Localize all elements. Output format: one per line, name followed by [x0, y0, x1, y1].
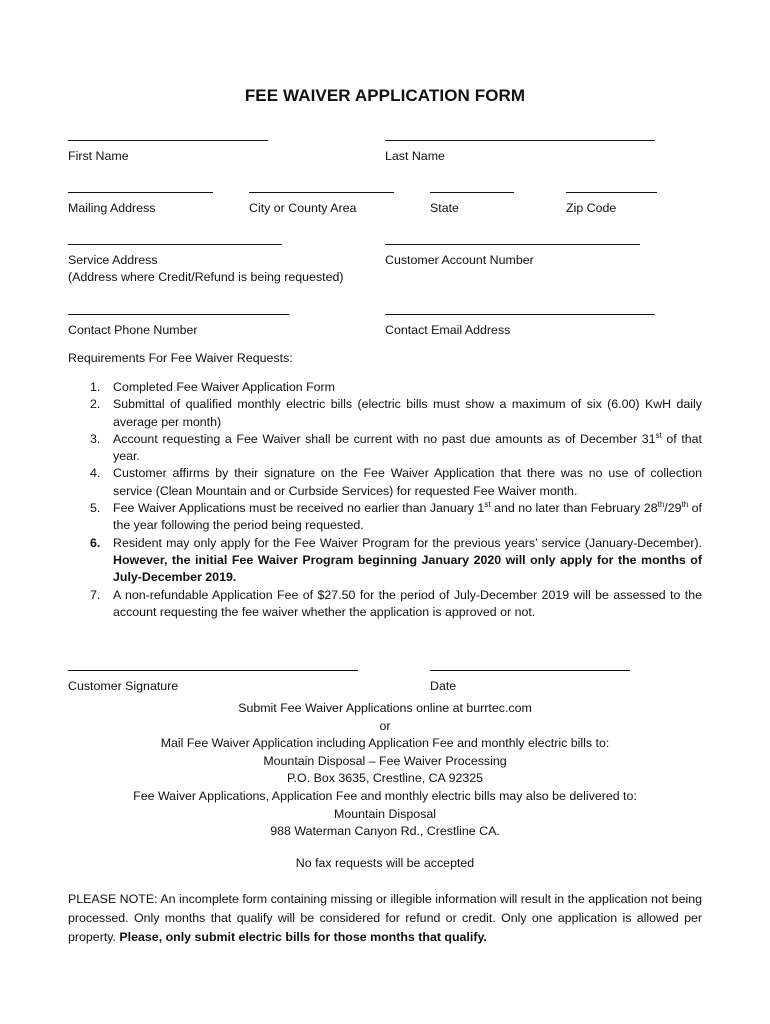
account-number-label: Customer Account Number — [385, 253, 534, 267]
phone-label: Contact Phone Number — [68, 323, 198, 337]
superscript: st — [484, 499, 491, 509]
item-text: Completed Fee Waiver Application Form — [113, 380, 335, 394]
service-address-label: Service Address — [68, 253, 158, 267]
item-text: Fee Waiver Applications must be received no earlier than January 1 — [113, 501, 485, 516]
item-text: of that year. — [113, 431, 702, 464]
last-name-field[interactable] — [385, 140, 655, 165]
phone-field[interactable] — [68, 314, 289, 339]
account-number-field[interactable] — [385, 244, 640, 269]
date-line — [430, 670, 630, 671]
item-text: Resident may only apply for the Fee Waiver Program for the previous years’ service (January-December). — [113, 535, 702, 550]
mailing-address-field[interactable] — [68, 192, 213, 217]
zip-line — [566, 192, 657, 193]
no-fax-notice: No fax requests will be accepted — [295, 856, 475, 870]
item-bold-text: However, the initial Fee Waiver Program beginning January 2020 will only apply for the months of July-December 2019. — [113, 552, 702, 585]
requirements-heading: Requirements For Fee Waiver Requests: — [68, 351, 293, 365]
submission-line: P.O. Box 3635, Crestline, CA 92325 — [286, 771, 484, 786]
item-text: and no later than February 28 — [490, 501, 658, 516]
submission-line: Mountain Disposal — [334, 806, 436, 821]
mailing-address-label: Mailing Address — [68, 201, 156, 215]
phone-line — [68, 314, 289, 315]
item-text: of the year following the period being requested. — [113, 501, 703, 533]
date-field[interactable] — [430, 670, 630, 695]
zip-label: Zip Code — [566, 201, 617, 215]
email-label: Contact Email Address — [385, 323, 511, 337]
signature-line — [68, 670, 358, 671]
item-number: 4. — [90, 466, 101, 481]
signature-field[interactable] — [68, 670, 358, 695]
list-item — [68, 379, 702, 396]
item-number: 1. — [90, 380, 101, 394]
list-item — [68, 465, 702, 500]
form-title: FEE WAIVER APPLICATION FORM — [244, 86, 526, 105]
requirements-list — [68, 379, 702, 621]
first-name-line — [68, 140, 268, 141]
list-item — [68, 396, 702, 431]
submission-instructions — [68, 700, 702, 841]
mailing-address-line — [68, 192, 213, 193]
item-number: 2. — [90, 397, 101, 412]
submission-line: Mountain Disposal – Fee Waiver Processing — [263, 753, 507, 768]
item-text: A non-refundable Application Fee of $27.50 for the period of July-December 2019 will be assessed to the account requesting the fee waiver whether the application is approved or not. — [113, 587, 702, 619]
item-number: 7. — [90, 587, 101, 602]
city-area-label: City or County Area — [249, 201, 357, 215]
state-label: State — [430, 201, 459, 215]
service-address-note: (Address where Credit/Refund is being requested) — [68, 270, 344, 284]
list-item — [68, 535, 702, 587]
submission-line: Mail Fee Waiver Application including Application Fee and monthly electric bills to: — [160, 736, 610, 751]
list-item — [68, 431, 702, 466]
first-name-label: First Name — [68, 149, 129, 163]
zip-field[interactable] — [566, 192, 657, 217]
item-text: /29 — [664, 501, 682, 516]
state-field[interactable] — [430, 192, 514, 217]
city-area-line — [249, 192, 394, 193]
first-name-field[interactable] — [68, 140, 268, 165]
list-item — [68, 500, 702, 535]
item-text: Submittal of qualified monthly electric bills (electric bills must show a maximum of six (6.00) KwH daily average per month) — [113, 397, 702, 429]
note-bold-text: Please, only submit electric bills for those months that qualify. — [119, 930, 487, 944]
superscript: th — [657, 499, 665, 509]
item-number: 3. — [90, 431, 101, 446]
item-text: Customer affirms by their signature on the Fee Waiver Application that there was no use of collection service (Clean Mountain and or Curbside Services) for requested Fee Waiver month. — [113, 466, 702, 498]
service-address-line — [68, 244, 282, 245]
item-number: 6. — [90, 535, 101, 550]
submission-line: Fee Waiver Applications, Application Fee and monthly electric bills may also be delivered to: — [133, 788, 637, 803]
account-number-line — [385, 244, 640, 245]
submission-line: 988 Waterman Canyon Rd., Crestline CA. — [270, 824, 500, 839]
date-label: Date — [430, 679, 457, 693]
submission-line: or — [379, 718, 391, 733]
city-area-field[interactable] — [249, 192, 394, 217]
email-field[interactable] — [385, 314, 655, 339]
last-name-label: Last Name — [385, 149, 445, 163]
note-text: PLEASE NOTE: An incomplete form containing missing or illegible information will result in the application not being processed. Only months that qualify will be considered for refund or credit. Only one application is allowed per property. — [68, 892, 702, 944]
last-name-line — [385, 140, 655, 141]
submission-line: Submit Fee Waiver Applications online at burrtec.com — [238, 701, 532, 715]
item-number: 5. — [90, 501, 101, 516]
item-text: Account requesting a Fee Waiver shall be current with no past due amounts as of December 31 — [113, 431, 656, 446]
please-note — [68, 890, 702, 947]
superscript: th — [681, 499, 689, 509]
signature-label: Customer Signature — [68, 679, 179, 693]
list-item — [68, 587, 702, 622]
state-line — [430, 192, 514, 193]
service-address-field[interactable] — [68, 244, 344, 286]
superscript: st — [655, 430, 662, 440]
email-line — [385, 314, 655, 315]
